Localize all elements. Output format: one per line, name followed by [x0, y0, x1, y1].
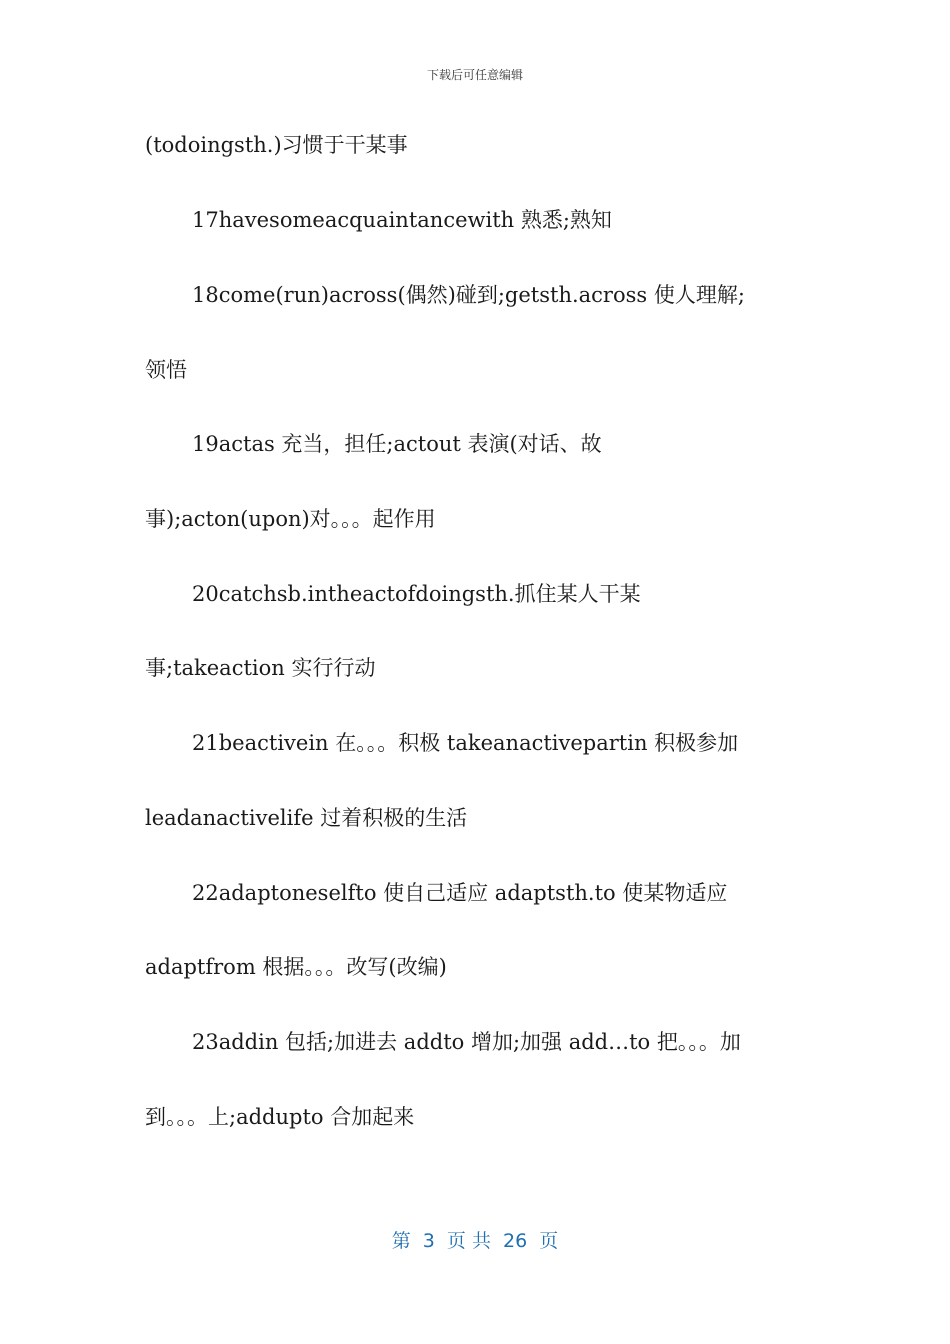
page-number-footer: 第 3 页 共 26 页	[391, 1230, 559, 1252]
text-line: 事;takeaction 实行行动	[145, 656, 376, 680]
text-line: 20catchsb.intheactofdoingsth.抓住某人干某	[192, 582, 641, 606]
text-line: (todoingsth.)习惯于干某事	[145, 133, 408, 157]
text-line: 18come(run)across(偶然)碰到;getsth.across 使人理解;	[192, 283, 745, 307]
text-line: 17havesomeacquaintancewith 熟悉;熟知	[192, 208, 612, 232]
page-header: 下载后可任意编辑	[426, 68, 523, 82]
text-line: 事);acton(upon)对。。。起作用	[145, 507, 436, 531]
text-line: 领悟	[145, 358, 187, 382]
text-line: 22adaptoneselfto 使自己适应 adaptsth.to 使某物适应	[192, 881, 728, 905]
text-line: adaptfrom 根据。。。改写(改编)	[145, 955, 447, 979]
text-line: 21beactivein 在。。。积极 takeanactivepartin 积极参加	[192, 731, 739, 755]
text-line: 到。。。上;addupto 合加起来	[145, 1105, 415, 1129]
text-line: 23addin 包括;加进去 addto 增加;加强 add…to 把。。。加	[192, 1030, 741, 1054]
text-line: 19actas 充当，担任;actout 表演(对话、故	[192, 432, 602, 456]
text-line: leadanactivelife 过着积极的生活	[145, 806, 468, 830]
